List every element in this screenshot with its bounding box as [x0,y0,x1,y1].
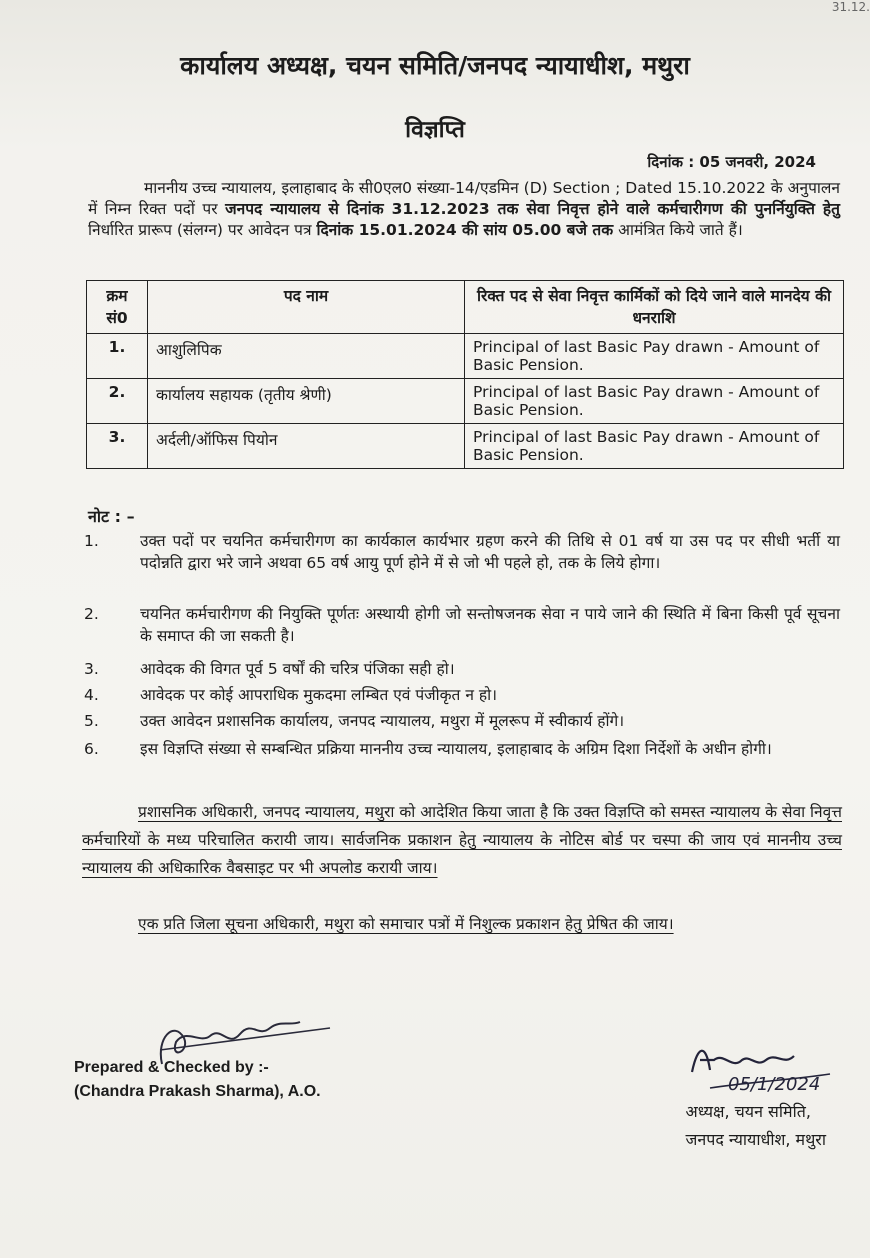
note-number: 5. [84,712,99,730]
note-item [84,530,840,574]
row-post: अर्दली/ऑफिस पियोन [148,424,465,469]
row-amount: Principal of last Basic Pay drawn - Amount of Basic Pension. [465,334,844,379]
row-serial: 2. [87,379,148,424]
table-row [87,334,844,379]
table-row [87,379,844,424]
signature-date: 05/1/2024 [728,1074,821,1095]
note-number: 4. [84,686,99,704]
note-number: 6. [84,740,99,758]
note-number: 1. [84,532,99,550]
signatory-block [685,1098,826,1154]
intro-bold-1: जनपद न्यायालय से दिनांक 31.12.2023 तक सेवा निवृत्त होने वाले कर्मचारीगण की पुनर्नियुक्ति हेतु [225,200,840,218]
intro-text-1: माननीय उच्च न्यायालय, इलाहाबाद के सी0एल0 संख्या-14/एडमिन (D) Section ; Dated 15.10.2022 के अनुपालन में निम्न रिक्त पदों पर [88,179,840,218]
prepared-by-label: Prepared & Checked by :- [74,1059,269,1076]
posts-table [86,280,844,469]
corner-fragment: 31.12. [831,0,870,14]
header-serial: क्रम सं0 [87,281,148,334]
note-number: 3. [84,660,99,678]
note-text: उक्त आवेदन प्रशासनिक कार्यालय, जनपद न्यायालय, मथुरा में मूलरूप में स्वीकार्य होंगे। [140,712,625,730]
note-text: चयनित कर्मचारीगण की नियुक्ति पूर्णतः अस्थायी होगी जो सन्तोषजनक सेवा न पाये जाने की स्थिति में बिना किसी पूर्व सूचना के समाप्त की जा सकती है। [140,605,840,645]
row-amount: Principal of last Basic Pay drawn - Amount of Basic Pension. [465,379,844,424]
row-serial: 3. [87,424,148,469]
copy-forward-paragraph: एक प्रति जिला सूचना अधिकारी, मथुरा को समाचार पत्रों में निशुल्क प्रकाशन हेतु प्रेषित की जाय। [138,915,674,933]
intro-bold-2: दिनांक 15.01.2024 की सांय 05.00 बजे तक [316,221,614,239]
row-post: आशुलिपिक [148,334,465,379]
table-header-row [87,281,844,334]
preparer-name: (Chandra Prakash Sharma), A.O. [74,1083,321,1100]
note-text: आवेदक पर कोई आपराधिक मुकदमा लम्बित एवं पंजीकृत न हो। [140,686,497,704]
row-serial: 1. [87,334,148,379]
intro-text-2: निर्धारित प्रारूप (संलग्न) पर आवेदन पत्र [88,221,317,239]
header-amount: रिक्त पद से सेवा निवृत्त कार्मिकों को दिये जाने वाले मानदेय की धनराशि [465,281,844,334]
intro-paragraph [88,178,840,241]
signatory-line-2: जनपद न्यायाधीश, मथुरा [685,1130,826,1149]
judge-signature [680,1030,850,1100]
note-text: इस विज्ञप्ति संख्या से सम्बन्धित प्रक्रिया माननीय उच्च न्यायालय, इलाहाबाद के अग्रिम दिशा निर्देशों के अधीन होगी। [140,740,772,758]
note-item [84,658,840,680]
note-item [84,684,840,706]
signatory-line-1: अध्यक्ष, चयन समिति, [685,1102,811,1121]
note-item [84,710,840,732]
prepared-by-block [74,1056,321,1104]
note-text: उक्त पदों पर चयनित कर्मचारीगण का कार्यकाल कार्यभार ग्रहण करने की तिथि से 01 वर्ष या उस पद पर सीधी भर्ती या पदोन्नति द्वारा भरे जाने अथवा 65 वर्ष आयु पूर्ण होने में से जो भी पहले हो, तक के लिये होगा। [140,532,840,572]
row-post: कार्यालय सहायक (तृतीय श्रेणी) [148,379,465,424]
header-post: पद नाम [148,281,465,334]
note-item [84,603,840,647]
office-title: कार्यालय अध्यक्ष, चयन समिति/जनपद न्यायाधीश, मथुरा [180,51,690,80]
note-item [84,738,840,760]
notice-title: विज्ञप्ति [405,117,465,143]
notice-date: दिनांक : 05 जनवरी, 2024 [647,153,816,171]
note-text: आवेदक की विगत पूर्व 5 वर्षों की चरित्र पंजिका सही हो। [140,660,455,678]
row-amount: Principal of last Basic Pay drawn - Amount of Basic Pension. [465,424,844,469]
notes-title: नोट : – [88,507,135,526]
table-row [87,424,844,469]
admin-instruction-paragraph: प्रशासनिक अधिकारी, जनपद न्यायालय, मथुरा को आदेशित किया जाता है कि उक्त विज्ञप्ति को समस्त न्यायालय के सेवा निवृत्त कर्मचारियों के मध्य परिचालित करायी जाय। सार्वजनिक प्रकाशन हेतु न्यायालय के नोटिस बोर्ड पर चस्पा की जाय एवं माननीय उच्च न्यायालय की अधिकारिक वैबसाइट पर भी अपलोड करायी जाय। [82,803,842,877]
note-number: 2. [84,605,99,623]
intro-text-3: आमंत्रित किये जाते हैं। [613,221,743,239]
